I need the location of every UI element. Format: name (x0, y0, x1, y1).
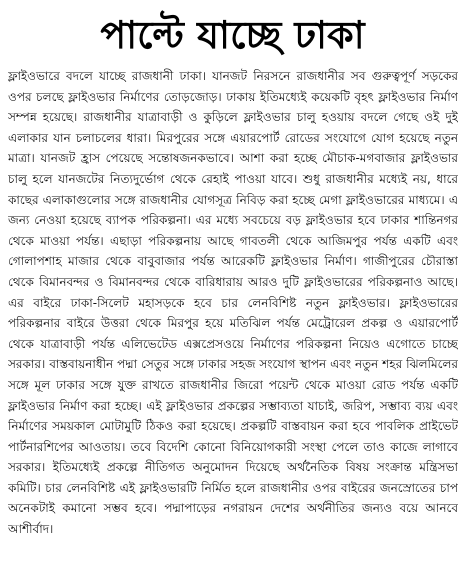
article-body-paragraph: ফ্লাইওভারে বদলে যাচ্ছে রাজধানী ঢাকা। যানজট নিরসনে রাজধানীর সব গুরুত্বপূর্ণ সড়কের ওপর চলছে ফ্লাইওভার নির্মাণের তোড়জোড়। ঢাকায় ইতিমধ্যেই কয়েকটি বৃহৎ ফ্লাইওভার নির্মাণ সম্পন্ন হয়েছে। রাজধানীর যাত্রাবাড়ী ও কুড়িলে ফ্লাইওভার চালু হওয়ায় বদলে গেছে ওই দুই এলাকার যান চলাচলের ধারা। মিরপুরের সঙ্গে এয়ারপোর্ট রোডের সংযোগে যোগ হয়েছে নতুন মাত্রা। যানজট হ্রাস পেয়েছে সন্তোষজনকভাবে। আশা করা হচ্ছে মৌচাক-মগবাজার ফ্লাইওভার চালু হলে যানজটের নিত্যদুর্ভোগ থেকে রেহাই পাওয়া যাবে। শুধু রাজধানীর মধ্যেই নয়, ধারে কাছের এলাকাগুলোর সঙ্গে রাজধানীর যোগসূত্র নিবিড় করা হচ্ছে মেগা ফ্লাইওভারের মাধ্যমে। এ জন্য নেওয়া হয়েছে ব্যাপক পরিকল্পনা। এর মধ্যে সবচেয়ে বড় ফ্লাইওভার হবে ঢাকার শান্তিনগর থেকে মাওয়া পর্যন্ত। এছাড়া পরিকল্পনায় আছে গাবতলী থেকে আজিমপুর পর্যন্ত একটি এবং গোলাপশাহ মাজার থেকে বাবুবাজার পর্যন্ত আরেকটি ফ্লাইওভার নির্মাণ। গাজীপুরের চৌরাস্তা থেকে বিমানবন্দর ও বিমানবন্দর থেকে বারিধারায় আরও দুটি ফ্লাইওভারের পরিকল্পনাও আছে। এর বাইরে ঢাকা-সিলেট মহাসড়কে হবে চার লেনবিশিষ্ট নতুন ফ্লাইওভার। ফ্লাইওভারের পরিকল্পনার বাইরে উত্তরা থেকে মিরপুর হয়ে মতিঝিল পর্যন্ত মেট্রোরেল প্রকল্প ও এয়ারপোর্ট থেকে যাত্রাবাড়ী পর্যন্ত এলিভেটেড এক্সপ্রেসওয়ে নির্মাণের পরিকল্পনা নিয়েও এগোতে চাচ্ছে সরকার। বাস্তবায়নাধীন পদ্মা সেতুর সঙ্গে ঢাকার সহজ সংযোগ স্থাপন এবং নতুন শহর ঝিলমিলের সঙ্গে মূল ঢাকার সঙ্গে যুক্ত রাখতে রাজধানীর জিরো পয়েন্ট থেকে মাওয়া রোড পর্যন্ত একটি ফ্লাইওভার নির্মাণ করা হচ্ছে। এই ফ্লাইওভার প্রকল্পের সম্ভাব্যতা যাচাই, জরিপ, সম্ভাব্য ব্যয় এবং নির্মাণের সময়কাল মোটামুটি ঠিকও করা হয়েছে। প্রকল্পটি বাস্তবায়ন করা হবে পাবলিক প্রাইভেট পার্টনারশিপের আওতায়। তবে বিদেশি কোনো বিনিয়োগকারী সংস্থা পেলে তাও কাজে লাগাবে সরকার। ইতিমধ্যেই প্রকল্পে নীতিগত অনুমোদন দিয়েছে অর্থনৈতিক বিষয় সংক্রান্ত মন্ত্রিসভা কমিটি। চার লেনবিশিষ্ট এই ফ্লাইওভারটি নির্মিত হলে রাজধানীর ওপর বাইরের জনস্রোতের চাপ অনেকটাই কমানো সম্ভব হবে। পদ্মাপাড়ের নগরায়ন দেশের অর্থনীতির জন্যও বয়ে আনবে আশীর্বাদ। (8, 69, 458, 537)
previous-article-fragment (0, 0, 465, 6)
article-headline: পাল্টে যাচ্ছে ঢাকা (100, 13, 365, 57)
